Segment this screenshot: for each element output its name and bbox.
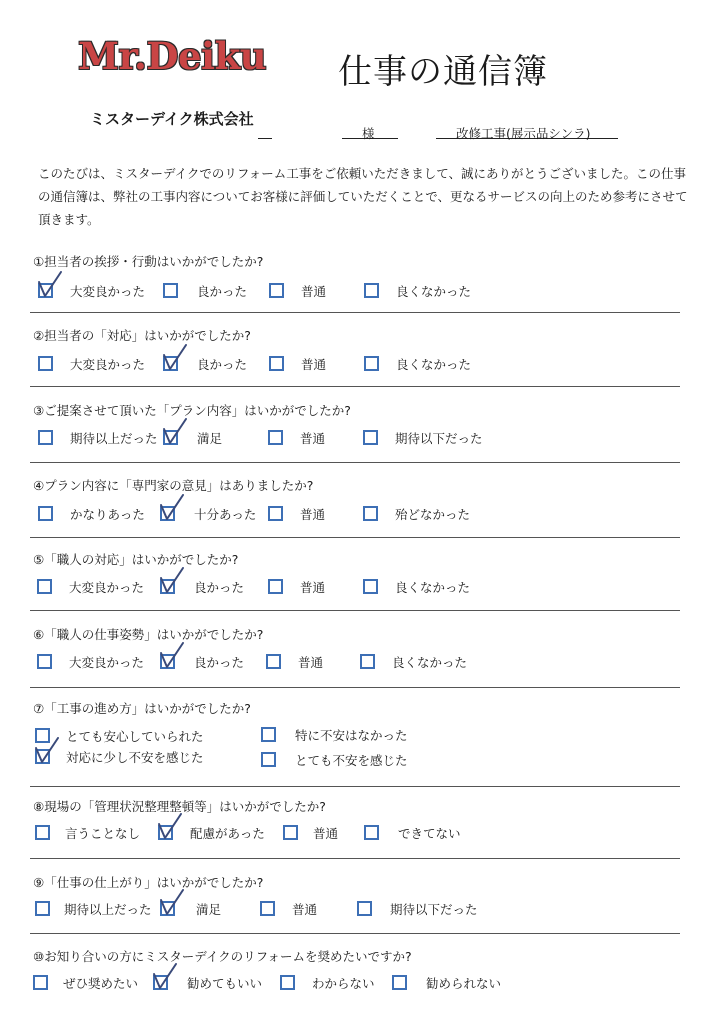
page-title: 仕事の通信簿 <box>338 52 548 92</box>
q1-option-label-1: 大変良かった <box>70 284 146 299</box>
q7-checkbox-2[interactable] <box>261 727 276 742</box>
check-mark-icon <box>159 566 185 594</box>
check-mark-icon <box>152 962 178 990</box>
section-divider <box>30 933 680 934</box>
section-divider <box>30 537 680 538</box>
q6-checkbox-3[interactable] <box>266 654 281 669</box>
q8-checkbox-4[interactable] <box>364 825 379 840</box>
q2-checkbox-3[interactable] <box>269 356 284 371</box>
q10-checkbox-3[interactable] <box>280 975 295 990</box>
q6-checkbox-1[interactable] <box>37 654 52 669</box>
section-divider <box>30 462 680 463</box>
q7-option-label-1: とても安心していられた <box>66 729 204 744</box>
q3-checkbox-3[interactable] <box>268 430 283 445</box>
question-6-text: ⑥「職人の仕事姿勢」はいかがでしたか? <box>33 627 264 642</box>
q8-option-label-1: 言うことなし <box>65 826 141 841</box>
q7-option-label-4: とても不安を感じた <box>295 753 408 768</box>
q9-option-label-4: 期待以下だった <box>390 902 478 917</box>
q5-option-label-1: 大変良かった <box>69 580 145 595</box>
q2-option-label-3: 普通 <box>301 357 327 372</box>
section-divider <box>30 386 680 387</box>
q7-checkbox-4[interactable] <box>261 752 276 767</box>
q10-option-label-2: 勧めてもいい <box>187 976 263 991</box>
q2-checkbox-4[interactable] <box>364 356 379 371</box>
q1-checkbox-4[interactable] <box>364 283 379 298</box>
q5-checkbox-1[interactable] <box>37 579 52 594</box>
q9-checkbox-4[interactable] <box>357 901 372 916</box>
question-2-text: ②担当者の「対応」はいかがでしたか? <box>33 328 251 343</box>
q3-checkbox-1[interactable] <box>38 430 53 445</box>
check-mark-icon <box>34 736 60 764</box>
q9-option-label-3: 普通 <box>292 902 318 917</box>
q3-option-label-2: 満足 <box>197 431 223 446</box>
q1-option-label-4: 良くなかった <box>396 284 472 299</box>
q8-option-label-2: 配慮があった <box>190 826 265 841</box>
q9-option-label-1: 期待以上だった <box>64 902 152 917</box>
q3-checkbox-4[interactable] <box>363 430 378 445</box>
question-7-text: ⑦「工事の進め方」はいかがでしたか? <box>33 701 251 716</box>
q6-option-label-2: 良かった <box>194 655 245 670</box>
question-1-text: ①担当者の挨拶・行動はいかがでしたか? <box>33 254 264 269</box>
q2-option-label-4: 良くなかった <box>396 357 472 372</box>
q10-checkbox-4[interactable] <box>392 975 407 990</box>
check-mark-icon <box>37 270 63 298</box>
q10-checkbox-1[interactable] <box>33 975 48 990</box>
check-mark-icon <box>162 343 188 371</box>
question-4-text: ④プラン内容に「専門家の意見」はありましたか? <box>33 478 314 493</box>
q3-option-label-3: 普通 <box>300 431 326 446</box>
company-name: ミスターデイク株式会社 <box>90 110 254 128</box>
q7-option-label-3: 対応に少し不安を感じた <box>66 750 204 765</box>
q5-option-label-3: 普通 <box>300 580 326 595</box>
question-9-text: ⑨「仕事の仕上がり」はいかがでしたか? <box>33 875 264 890</box>
q5-checkbox-3[interactable] <box>268 579 283 594</box>
question-8-text: ⑧現場の「管理状況整理整頓等」はいかがでしたか? <box>33 799 326 814</box>
q6-option-label-1: 大変良かった <box>69 655 145 670</box>
intro-text: このたびは、ミスターデイクでのリフォーム工事をご依頼いただきまして、誠にありがとうございました。この仕事の通信簿は、弊社の工事内容についてお客様に評価していただくことで、更なるサービスの向上のため参考にさせて頂きます。 <box>38 166 688 227</box>
check-mark-icon <box>159 888 185 916</box>
q6-option-label-3: 普通 <box>298 655 324 670</box>
q2-option-label-2: 良かった <box>197 357 248 372</box>
q5-option-label-2: 良かった <box>194 580 245 595</box>
q4-option-label-2: 十分あった <box>194 507 257 522</box>
q5-checkbox-4[interactable] <box>363 579 378 594</box>
customer-suffix: 様 <box>362 126 375 141</box>
q4-checkbox-1[interactable] <box>38 506 53 521</box>
q10-option-label-4: 勧められない <box>426 976 502 991</box>
question-5-text: ⑤「職人の対応」はいかがでしたか? <box>33 552 239 567</box>
q4-checkbox-4[interactable] <box>363 506 378 521</box>
q3-option-label-4: 期待以下だった <box>395 431 483 446</box>
check-mark-icon <box>157 812 183 840</box>
q5-option-label-4: 良くなかった <box>395 580 471 595</box>
q1-checkbox-2[interactable] <box>163 283 178 298</box>
section-divider <box>30 858 680 859</box>
q8-option-label-4: できてない <box>398 826 461 841</box>
q8-option-label-3: 普通 <box>313 826 339 841</box>
q2-option-label-1: 大変良かった <box>70 357 146 372</box>
section-divider <box>30 610 680 611</box>
q6-option-label-4: 良くなかった <box>392 655 468 670</box>
q1-option-label-2: 良かった <box>197 284 248 299</box>
section-divider <box>30 312 680 313</box>
q4-checkbox-3[interactable] <box>268 506 283 521</box>
question-10-text: ⑩お知り合いの方にミスターデイクのリフォームを奨めたいですか? <box>33 949 412 964</box>
q4-option-label-4: 殆どなかった <box>395 507 471 522</box>
q4-option-label-3: 普通 <box>300 507 326 522</box>
q10-option-label-1: ぜひ奨めたい <box>63 976 139 991</box>
q9-option-label-2: 満足 <box>196 902 222 917</box>
check-mark-icon <box>159 493 185 521</box>
q9-checkbox-3[interactable] <box>260 901 275 916</box>
q8-checkbox-1[interactable] <box>35 825 50 840</box>
q8-checkbox-3[interactable] <box>283 825 298 840</box>
q9-checkbox-1[interactable] <box>35 901 50 916</box>
q2-checkbox-1[interactable] <box>38 356 53 371</box>
check-mark-icon <box>162 417 188 445</box>
q1-checkbox-3[interactable] <box>269 283 284 298</box>
section-divider <box>30 786 680 787</box>
check-mark-icon <box>159 641 185 669</box>
question-3-text: ③ご提案させて頂いた「プラン内容」はいかがでしたか? <box>33 403 351 418</box>
project-name: 改修工事(展示品シンラ) <box>456 126 591 141</box>
section-divider <box>30 687 680 688</box>
q4-option-label-1: かなりあった <box>70 507 145 522</box>
q3-option-label-1: 期待以上だった <box>70 431 158 446</box>
company-logo: Mr.Deiku <box>78 34 267 78</box>
name-blank-line <box>258 138 272 139</box>
q10-option-label-3: わからない <box>312 976 375 991</box>
q7-option-label-2: 特に不安はなかった <box>295 728 408 743</box>
q1-option-label-3: 普通 <box>301 284 327 299</box>
q6-checkbox-4[interactable] <box>360 654 375 669</box>
